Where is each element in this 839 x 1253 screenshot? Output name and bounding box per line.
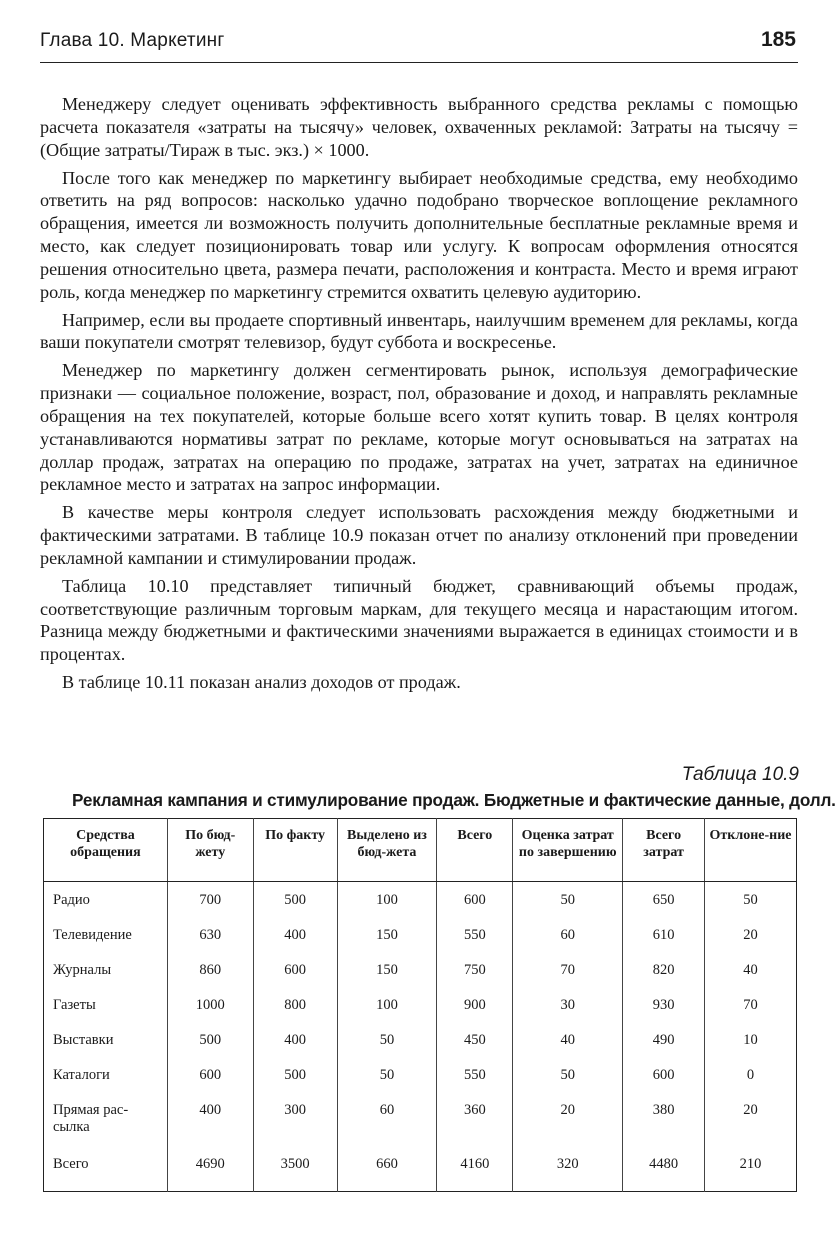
table-cell: Телевидение (53, 927, 132, 943)
table-cell: 50 (513, 882, 623, 918)
paragraph: Например, если вы продаете спортивный инвентарь, наилучшим временем для рекламы, когда ваши покупатели смотрят телевизор, будут суббота и воскресенье. (40, 309, 798, 353)
paragraph: Таблица 10.10 представляет типичный бюджет, сравнивающий объемы продаж, соответствующие различным торговым маркам, для текущего месяца и нарастающим итогом. Разница между бюджетными и фактическими значениями выражается в единицах стоимости и в процентах. (40, 575, 798, 665)
table-cell: 4160 (437, 1146, 513, 1192)
column-header: Оценка затрат по завершению (513, 819, 623, 882)
table-cell: 1000 (167, 987, 253, 1022)
table-row (44, 1092, 797, 1146)
table-cell: 20 (705, 917, 797, 952)
table-cell: 40 (513, 1022, 623, 1057)
table-cell: 900 (437, 987, 513, 1022)
table-cell: 750 (437, 952, 513, 987)
table-cell: 490 (623, 1022, 705, 1057)
table-cell: 40 (705, 952, 797, 987)
table-row (44, 882, 797, 918)
table-cell: 0 (705, 1057, 797, 1092)
table-cell: 210 (705, 1146, 797, 1192)
page-header (40, 28, 798, 63)
table-cell: 600 (437, 882, 513, 918)
table-cell: 930 (623, 987, 705, 1022)
paragraph: Менеджеру следует оценивать эффективность выбранного средства рекламы с помощью расчета показателя «затраты на тысячу» человек, охваченных рекламой: Затраты на тысячу = (Общие затраты/Тираж в тыс. экз.) × 1000. (40, 94, 798, 160)
table-cell: 650 (623, 882, 705, 918)
paragraph: В качестве меры контроля следует использовать расхождения между бюджетными и фактическими затратами. В таблице 10.9 показан отчет по анализу отклонений при проведении рекламной кампании и стимулировании продаж. (40, 502, 798, 568)
table-cell: 150 (337, 952, 437, 987)
table-cell: 20 (705, 1092, 797, 1146)
table-total-row (44, 1146, 797, 1192)
chapter-title: Глава 10. Маркетинг (40, 30, 225, 51)
table-cell: 70 (705, 987, 797, 1022)
table-cell: Всего (53, 1156, 89, 1172)
table-cell: 100 (337, 882, 437, 918)
body-text (40, 93, 798, 699)
table-cell: Радио (53, 892, 90, 908)
table-cell: 660 (337, 1146, 437, 1192)
table-cell: 320 (513, 1146, 623, 1192)
table-cell: 450 (437, 1022, 513, 1057)
page-number: 185 (760, 28, 796, 51)
table-title: Рекламная кампания и стимулирование продаж. Бюджетные и фактические данные, долл. (72, 790, 836, 810)
table-cell: 3500 (253, 1146, 337, 1192)
table-cell: 600 (253, 952, 337, 987)
table-header-row (44, 819, 797, 882)
table-cell: Газеты (53, 997, 96, 1013)
table-cell: 60 (513, 917, 623, 952)
table-cell: 550 (437, 917, 513, 952)
table-cell: 30 (513, 987, 623, 1022)
table-row (44, 1022, 797, 1057)
table-caption: Таблица 10.9 (681, 764, 799, 785)
table-row (44, 1057, 797, 1092)
paragraph: После того как менеджер по маркетингу выбирает необходимые средства, ему необходимо ответить на ряд вопросов: насколько удачно подобрано творческое воплощение рекламного обращения, имеется ли возможность получить дополнительные бесплатные рекламные время и место, как следует позиционировать товар или услугу. К вопросам оформления относятся решения относительно цвета, размера печати, расположения и контраста. Место и время играют роль, когда менеджер по маркетингу стремится охватить целевую аудиторию. (40, 167, 798, 302)
table-cell: 820 (623, 952, 705, 987)
table-cell: 630 (167, 917, 253, 952)
table-cell: 500 (167, 1022, 253, 1057)
table-cell: 380 (623, 1092, 705, 1146)
table-cell: 400 (167, 1092, 253, 1146)
table-cell: 600 (623, 1057, 705, 1092)
table-cell: 400 (253, 1022, 337, 1057)
column-header: Всего затрат (623, 819, 705, 882)
table-row (44, 917, 797, 952)
table-cell: 20 (513, 1092, 623, 1146)
table-cell: 400 (253, 917, 337, 952)
column-header: Выделено из бюд-жета (337, 819, 437, 882)
table-cell: 10 (705, 1022, 797, 1057)
column-header: Средства обращения (44, 819, 168, 882)
table-cell: Журналы (53, 962, 112, 978)
column-header: Всего (437, 819, 513, 882)
table-cell: 50 (337, 1057, 437, 1092)
table-cell: 50 (705, 882, 797, 918)
table-cell: 500 (253, 1057, 337, 1092)
column-header: Отклоне-ние (705, 819, 797, 882)
table-cell: 610 (623, 917, 705, 952)
column-header: По бюд-жету (167, 819, 253, 882)
table-cell: 800 (253, 987, 337, 1022)
column-header: По факту (253, 819, 337, 882)
table-row (44, 987, 797, 1022)
table-cell: 600 (167, 1057, 253, 1092)
table-cell: Выставки (53, 1032, 114, 1048)
table-cell: 300 (253, 1092, 337, 1146)
table-cell: 50 (337, 1022, 437, 1057)
paragraph: В таблице 10.11 показан анализ доходов от продаж. (62, 672, 461, 693)
table-cell: 60 (337, 1092, 437, 1146)
table-cell: 4690 (167, 1146, 253, 1192)
table-cell: 550 (437, 1057, 513, 1092)
table-cell: 360 (437, 1092, 513, 1146)
table-cell: 4480 (623, 1146, 705, 1192)
table-cell: Каталоги (53, 1067, 110, 1083)
table-cell: 50 (513, 1057, 623, 1092)
table-cell: 150 (337, 917, 437, 952)
paragraph: Менеджер по маркетингу должен сегментировать рынок, используя демографические признаки — социальное положение, возраст, пол, образование и доход, и направлять рекламные обращения на тех покупателей, которые больше всего хотят купить товар. В целях контроля устанавливаются нормативы затрат по рекламе, которые могут основываться на затратах на доллар продаж, затратах на операцию по продаже, затратах на учет, затратах на единичное рекламное место и затратах на запрос информации. (40, 360, 798, 495)
table-cell: 700 (167, 882, 253, 918)
table-cell: 860 (167, 952, 253, 987)
table-cell: 100 (337, 987, 437, 1022)
table-cell: 70 (513, 952, 623, 987)
table-row (44, 952, 797, 987)
budget-table (43, 818, 797, 1192)
table-cell: 500 (253, 882, 337, 918)
table-cell: Прямая рас-сылка (53, 1102, 129, 1135)
